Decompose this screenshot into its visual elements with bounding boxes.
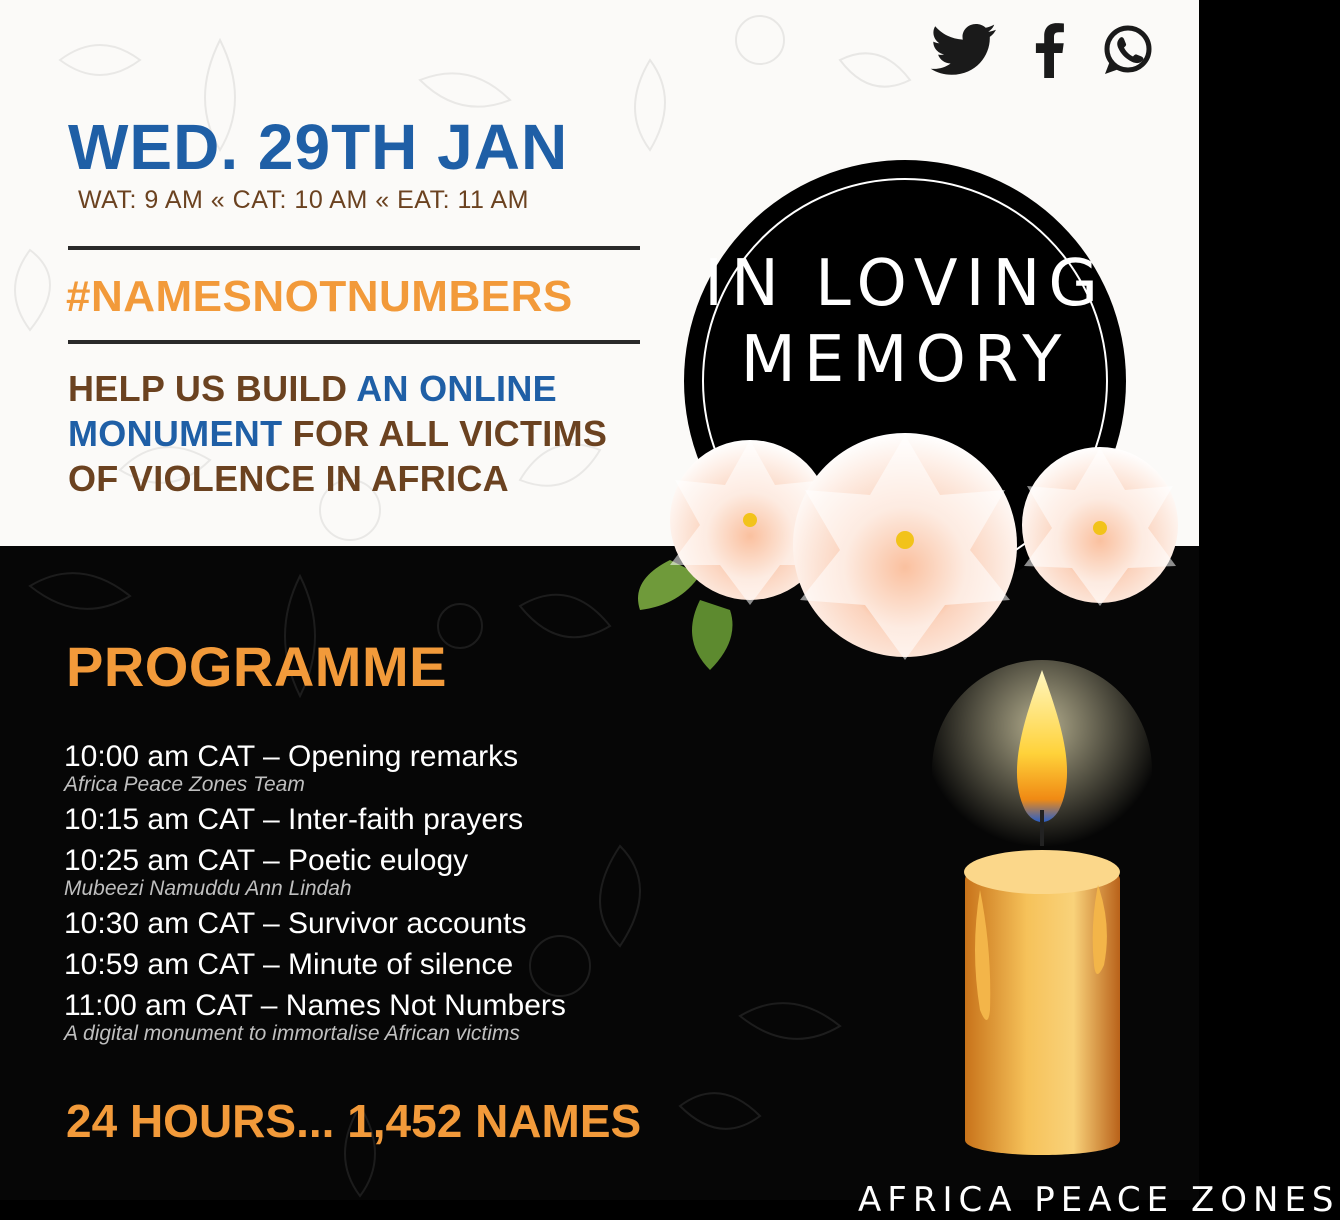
tagline-highlight: AN ONLINE MONUMENT	[68, 368, 557, 454]
tagline-part: FOR ALL VICTIMS OF VIOLENCE IN AFRICA	[68, 413, 608, 499]
flower-icon	[793, 433, 1017, 660]
item-subtitle: Mubeezi Namuddu Ann Lindah	[64, 877, 352, 900]
item-subtitle: A digital monument to immortalise African victims	[64, 1022, 520, 1045]
item-label: Names Not Numbers	[285, 989, 566, 1022]
memorial-title-line1: IN LOVING	[704, 247, 1106, 321]
facebook-icon[interactable]	[1031, 22, 1067, 83]
tagline-part: HELP US BUILD	[68, 368, 357, 409]
divider	[68, 340, 640, 344]
item-label: Survivor accounts	[288, 907, 527, 940]
item-time: 10:15 am CAT	[64, 803, 255, 836]
item-label: Inter-faith prayers	[288, 803, 524, 836]
item-subtitle: Africa Peace Zones Team	[64, 773, 305, 796]
programme-list	[64, 736, 566, 1048]
list-item	[64, 736, 566, 777]
twitter-icon[interactable]	[931, 24, 997, 81]
item-sep: –	[254, 844, 289, 877]
item-label: Poetic eulogy	[288, 844, 469, 877]
item-sep: –	[254, 907, 289, 940]
item-time: 11:00 am CAT	[64, 989, 253, 1022]
flower-wreath	[630, 400, 1190, 700]
item-sep: –	[252, 989, 286, 1022]
event-date: WED. 29TH JAN	[68, 111, 569, 183]
list-item	[64, 799, 566, 840]
item-sep: –	[254, 740, 289, 773]
item-label: Opening remarks	[288, 740, 519, 773]
divider	[68, 246, 640, 250]
event-times: WAT: 9 AM « CAT: 10 AM « EAT: 11 AM	[78, 186, 529, 214]
item-sep: –	[254, 803, 289, 836]
flower-icon	[1022, 447, 1178, 606]
list-item	[64, 985, 566, 1026]
item-label: Minute of silence	[288, 948, 514, 981]
brand-logo: AFRICA PEACE ZONES	[858, 1180, 1340, 1220]
memorial-title-line2: MEMORY	[740, 323, 1070, 397]
item-time: 10:30 am CAT	[64, 907, 255, 940]
hashtag: #NAMESNOTNUMBERS	[66, 272, 573, 321]
social-links	[931, 22, 1155, 83]
item-time: 10:25 am CAT	[64, 844, 255, 877]
item-time: 10:00 am CAT	[64, 740, 255, 773]
names-count: 24 HOURS... 1,452 NAMES	[66, 1095, 642, 1147]
list-item	[64, 903, 566, 944]
item-sep: –	[254, 948, 289, 981]
item-time: 10:59 am CAT	[64, 948, 255, 981]
list-item	[64, 840, 566, 881]
list-item	[64, 944, 566, 985]
candle-icon	[930, 660, 1160, 1180]
programme-title: PROGRAMME	[66, 635, 447, 698]
tagline	[68, 366, 668, 501]
whatsapp-icon[interactable]	[1101, 23, 1155, 82]
